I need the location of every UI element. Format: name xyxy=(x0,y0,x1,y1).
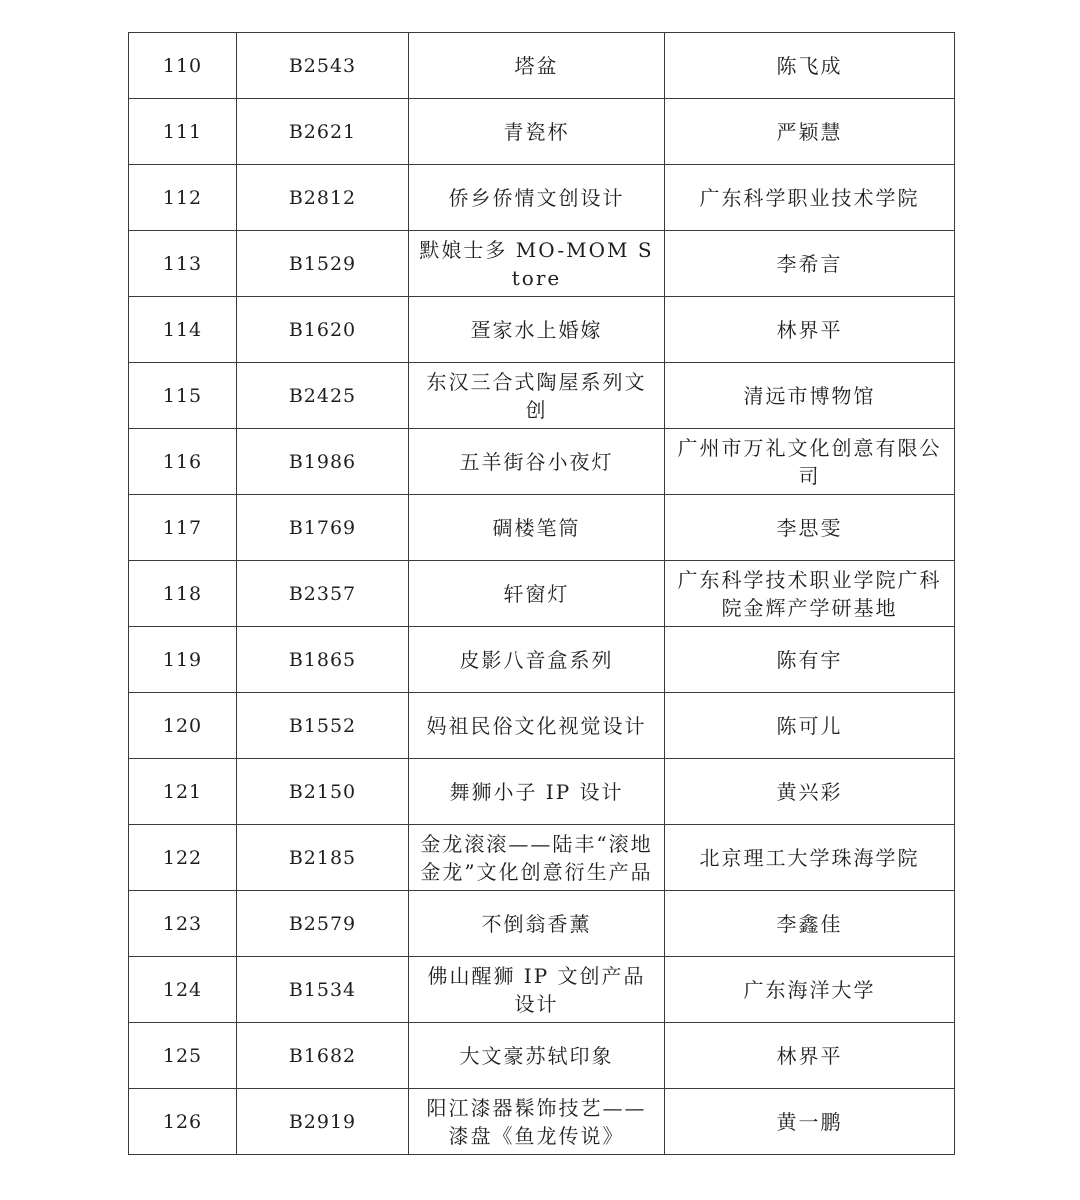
row-title: 不倒翁香薰 xyxy=(409,891,665,957)
row-code: B2543 xyxy=(237,33,409,99)
row-author: 李希言 xyxy=(665,231,955,297)
row-index: 114 xyxy=(129,297,237,363)
entries-table xyxy=(128,32,955,1155)
table-row xyxy=(129,99,955,165)
table-row xyxy=(129,891,955,957)
row-author: 严颖慧 xyxy=(665,99,955,165)
row-code: B2357 xyxy=(237,561,409,627)
row-title: 妈祖民俗文化视觉设计 xyxy=(409,693,665,759)
table-row xyxy=(129,1089,955,1155)
row-code: B2579 xyxy=(237,891,409,957)
table-row xyxy=(129,33,955,99)
row-code: B1769 xyxy=(237,495,409,561)
table-row xyxy=(129,693,955,759)
row-code: B2185 xyxy=(237,825,409,891)
row-author: 广东海洋大学 xyxy=(665,957,955,1023)
row-index: 120 xyxy=(129,693,237,759)
row-index: 113 xyxy=(129,231,237,297)
row-title: 侨乡侨情文创设计 xyxy=(409,165,665,231)
row-author: 黄兴彩 xyxy=(665,759,955,825)
row-index: 126 xyxy=(129,1089,237,1155)
table-row xyxy=(129,561,955,627)
table-row xyxy=(129,495,955,561)
row-code: B1865 xyxy=(237,627,409,693)
row-code: B2150 xyxy=(237,759,409,825)
table-row xyxy=(129,627,955,693)
row-code: B1534 xyxy=(237,957,409,1023)
table-row xyxy=(129,297,955,363)
row-author: 黄一鹏 xyxy=(665,1089,955,1155)
row-title: 大文豪苏轼印象 xyxy=(409,1023,665,1089)
row-title: 金龙滚滚——陆丰“滚地金龙”文化创意衍生产品 xyxy=(409,825,665,891)
row-author: 陈有宇 xyxy=(665,627,955,693)
row-index: 123 xyxy=(129,891,237,957)
row-code: B1682 xyxy=(237,1023,409,1089)
row-title: 阳江漆器髹饰技艺——漆盘《鱼龙传说》 xyxy=(409,1089,665,1155)
row-index: 112 xyxy=(129,165,237,231)
table-row xyxy=(129,165,955,231)
row-title: 默娘士多 MO-MOM Store xyxy=(409,231,665,297)
table-row xyxy=(129,1023,955,1089)
row-index: 124 xyxy=(129,957,237,1023)
row-code: B2425 xyxy=(237,363,409,429)
row-code: B1986 xyxy=(237,429,409,495)
row-code: B2919 xyxy=(237,1089,409,1155)
row-title: 疍家水上婚嫁 xyxy=(409,297,665,363)
table-row xyxy=(129,825,955,891)
row-author: 林界平 xyxy=(665,297,955,363)
row-index: 110 xyxy=(129,33,237,99)
table-row xyxy=(129,231,955,297)
row-author: 李思雯 xyxy=(665,495,955,561)
row-title: 皮影八音盒系列 xyxy=(409,627,665,693)
row-title: 舞狮小子 IP 设计 xyxy=(409,759,665,825)
row-index: 111 xyxy=(129,99,237,165)
row-title: 佛山醒狮 IP 文创产品设计 xyxy=(409,957,665,1023)
row-index: 125 xyxy=(129,1023,237,1089)
row-code: B1529 xyxy=(237,231,409,297)
row-index: 118 xyxy=(129,561,237,627)
row-author: 广州市万礼文化创意有限公司 xyxy=(665,429,955,495)
row-title: 青瓷杯 xyxy=(409,99,665,165)
table-row xyxy=(129,429,955,495)
row-title: 轩窗灯 xyxy=(409,561,665,627)
row-author: 北京理工大学珠海学院 xyxy=(665,825,955,891)
row-title: 塔盆 xyxy=(409,33,665,99)
row-author: 广东科学职业技术学院 xyxy=(665,165,955,231)
row-index: 121 xyxy=(129,759,237,825)
table-row xyxy=(129,363,955,429)
row-author: 李鑫佳 xyxy=(665,891,955,957)
row-author: 林界平 xyxy=(665,1023,955,1089)
row-title: 碉楼笔筒 xyxy=(409,495,665,561)
table-row xyxy=(129,759,955,825)
row-code: B1620 xyxy=(237,297,409,363)
row-index: 117 xyxy=(129,495,237,561)
row-index: 119 xyxy=(129,627,237,693)
row-code: B1552 xyxy=(237,693,409,759)
row-index: 122 xyxy=(129,825,237,891)
row-index: 115 xyxy=(129,363,237,429)
row-author: 陈飞成 xyxy=(665,33,955,99)
row-code: B2621 xyxy=(237,99,409,165)
row-title: 五羊街谷小夜灯 xyxy=(409,429,665,495)
row-index: 116 xyxy=(129,429,237,495)
table-row xyxy=(129,957,955,1023)
row-author: 广东科学技术职业学院广科院金辉产学研基地 xyxy=(665,561,955,627)
row-author: 陈可儿 xyxy=(665,693,955,759)
row-code: B2812 xyxy=(237,165,409,231)
row-title: 东汉三合式陶屋系列文创 xyxy=(409,363,665,429)
row-author: 清远市博物馆 xyxy=(665,363,955,429)
